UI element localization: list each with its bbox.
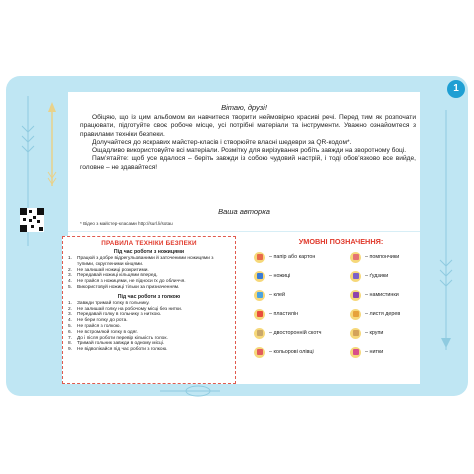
legend-item (350, 307, 400, 321)
author-signature: Ваша авторка (218, 207, 270, 216)
rule-text: До і після роботи перевір кількість голок. (77, 335, 168, 341)
rule-text: Не залишай голку на робочому місці без нитки. (77, 306, 183, 312)
beads-icon (350, 290, 361, 301)
legend-item (254, 250, 315, 264)
rule-number: 8. (68, 341, 73, 347)
rule-item (68, 347, 230, 353)
rule-number: 3. (68, 312, 73, 318)
rule-number: 4. (68, 318, 73, 324)
intro-paragraph: Долучайтеся до яскравих майстер-класів і створюйте власні шедеври за QR-кодом*. (92, 138, 352, 146)
rule-text: Не відволікайся під час роботи з голкою. (77, 347, 168, 353)
rule-text: Завжди тримай голку в гольнику. (77, 300, 150, 306)
legend (250, 250, 440, 380)
legend-label: – кольорові олівці (269, 349, 314, 355)
legend-label: – помпончики (365, 254, 400, 260)
rule-text: Тримай гольник завжди в одному місці. (77, 341, 165, 347)
intro-paragraph: Пам’ятайте: щоб усе вдалося – беріть завжди із собою чудовий настрій, і тоді обов’язково все вийде, головне – не здавайтеся! (80, 155, 416, 171)
rule-text: Не встромлюй голку в одяг. (77, 329, 138, 335)
pencils-icon (254, 347, 265, 358)
rule-number: 2. (68, 267, 73, 273)
plasticine-icon (254, 309, 265, 320)
scissors-rules-title: Під час роботи з ножицями (113, 249, 185, 255)
legend-label: – пластилін (269, 311, 299, 317)
rule-text: Не залишай ножиці розкритими. (77, 267, 149, 273)
rule-number: 7. (68, 335, 73, 341)
rule-text: Не грайся з голкою. (77, 323, 121, 329)
rule-item (68, 256, 230, 268)
needle-rules-title: Під час роботи з голкою (117, 293, 181, 300)
rule-number: 2. (68, 306, 73, 312)
cereals-icon (350, 328, 361, 339)
legend-item (254, 288, 285, 302)
intro-paragraph: Ощадливо використовуйте всі матеріали. Розмітку для вирізування робіть завжди на зворотному боці. (92, 147, 407, 155)
legend-title: УМОВНІ ПОЗНАЧЕННЯ: (298, 237, 384, 246)
legend-label: – нитки (365, 349, 384, 355)
rule-text: Не бери голку до рота. (77, 318, 128, 324)
legend-item (350, 345, 383, 359)
safety-title: ПРАВИЛА ТЕХНІКИ БЕЗПЕКИ (101, 240, 197, 247)
leaves-icon (350, 309, 361, 320)
legend-label: – клей (269, 292, 286, 298)
greeting-heading: Вітаю, друзі! (221, 103, 267, 112)
scissors-icon (254, 271, 265, 282)
legend-item (254, 326, 321, 340)
legend-item (254, 269, 290, 283)
legend-item (350, 326, 383, 340)
legend-label: – двосторонній скотч (269, 330, 322, 336)
rule-number: 1. (68, 300, 73, 306)
rule-number: 9. (68, 347, 73, 353)
rule-text: Працюй з добре відрегульованими й заточеними ножицями з тупими, скругленими кінцями. (77, 256, 214, 267)
rule-number: 5. (68, 323, 73, 329)
legend-label: – листя дерев (365, 311, 401, 317)
needle-rules-list (68, 301, 230, 353)
page-number-badge: 1 (447, 80, 465, 98)
legend-item (254, 307, 298, 321)
rule-text: Передавай ножиці кільцями вперед. (77, 273, 158, 279)
legend-item (350, 250, 399, 264)
intro-paragraph: Обіцяю, що із цим альбомом ви навчитеся творити неймовірно красиві речі. Перед тим як розпочати працювати, підготуйте своє робоче місце, усі потрібні матеріали та інструменти. Уважно ознайомтеся з правилами техніки безпеки. (80, 114, 416, 138)
rule-text: Не грайся з ножицями, не підноси їх до обличчя. (77, 279, 186, 285)
buttons-icon (350, 271, 361, 282)
rule-text: Передавай голку в гольнику з ниткою. (77, 312, 162, 318)
rule-number: 1. (68, 256, 73, 261)
paper-icon (254, 252, 265, 263)
legend-label: – крупи (365, 330, 384, 336)
scissors-rules-list (68, 256, 230, 291)
rule-number: 5. (68, 284, 73, 290)
rule-number: 4. (68, 279, 73, 285)
legend-label: – ґудзики (365, 273, 389, 279)
arrow-decoration-icon (44, 100, 60, 190)
rule-number: 3. (68, 273, 73, 279)
legend-label: – ножиці (269, 273, 291, 279)
legend-label: – намистинки (365, 292, 399, 298)
rule-item (68, 285, 230, 291)
glue-icon (254, 290, 265, 301)
tape-icon (254, 328, 265, 339)
video-footnote[interactable]: * Відео з майстер-класами http://surl.li/sotau (80, 221, 173, 226)
threads-icon (350, 347, 361, 358)
legend-item (350, 288, 399, 302)
intro-text (80, 114, 416, 172)
divider (68, 231, 420, 232)
rule-text: Використовуй ножиці тільки за призначенням. (77, 284, 180, 290)
pompons-icon (350, 252, 361, 263)
qr-code-icon[interactable] (20, 208, 44, 232)
legend-label: – папір або картон (269, 254, 316, 260)
feather-icon (160, 384, 220, 398)
legend-item (254, 345, 314, 359)
legend-item (350, 269, 388, 283)
rule-number: 6. (68, 329, 73, 335)
safety-rules-box (62, 236, 236, 384)
